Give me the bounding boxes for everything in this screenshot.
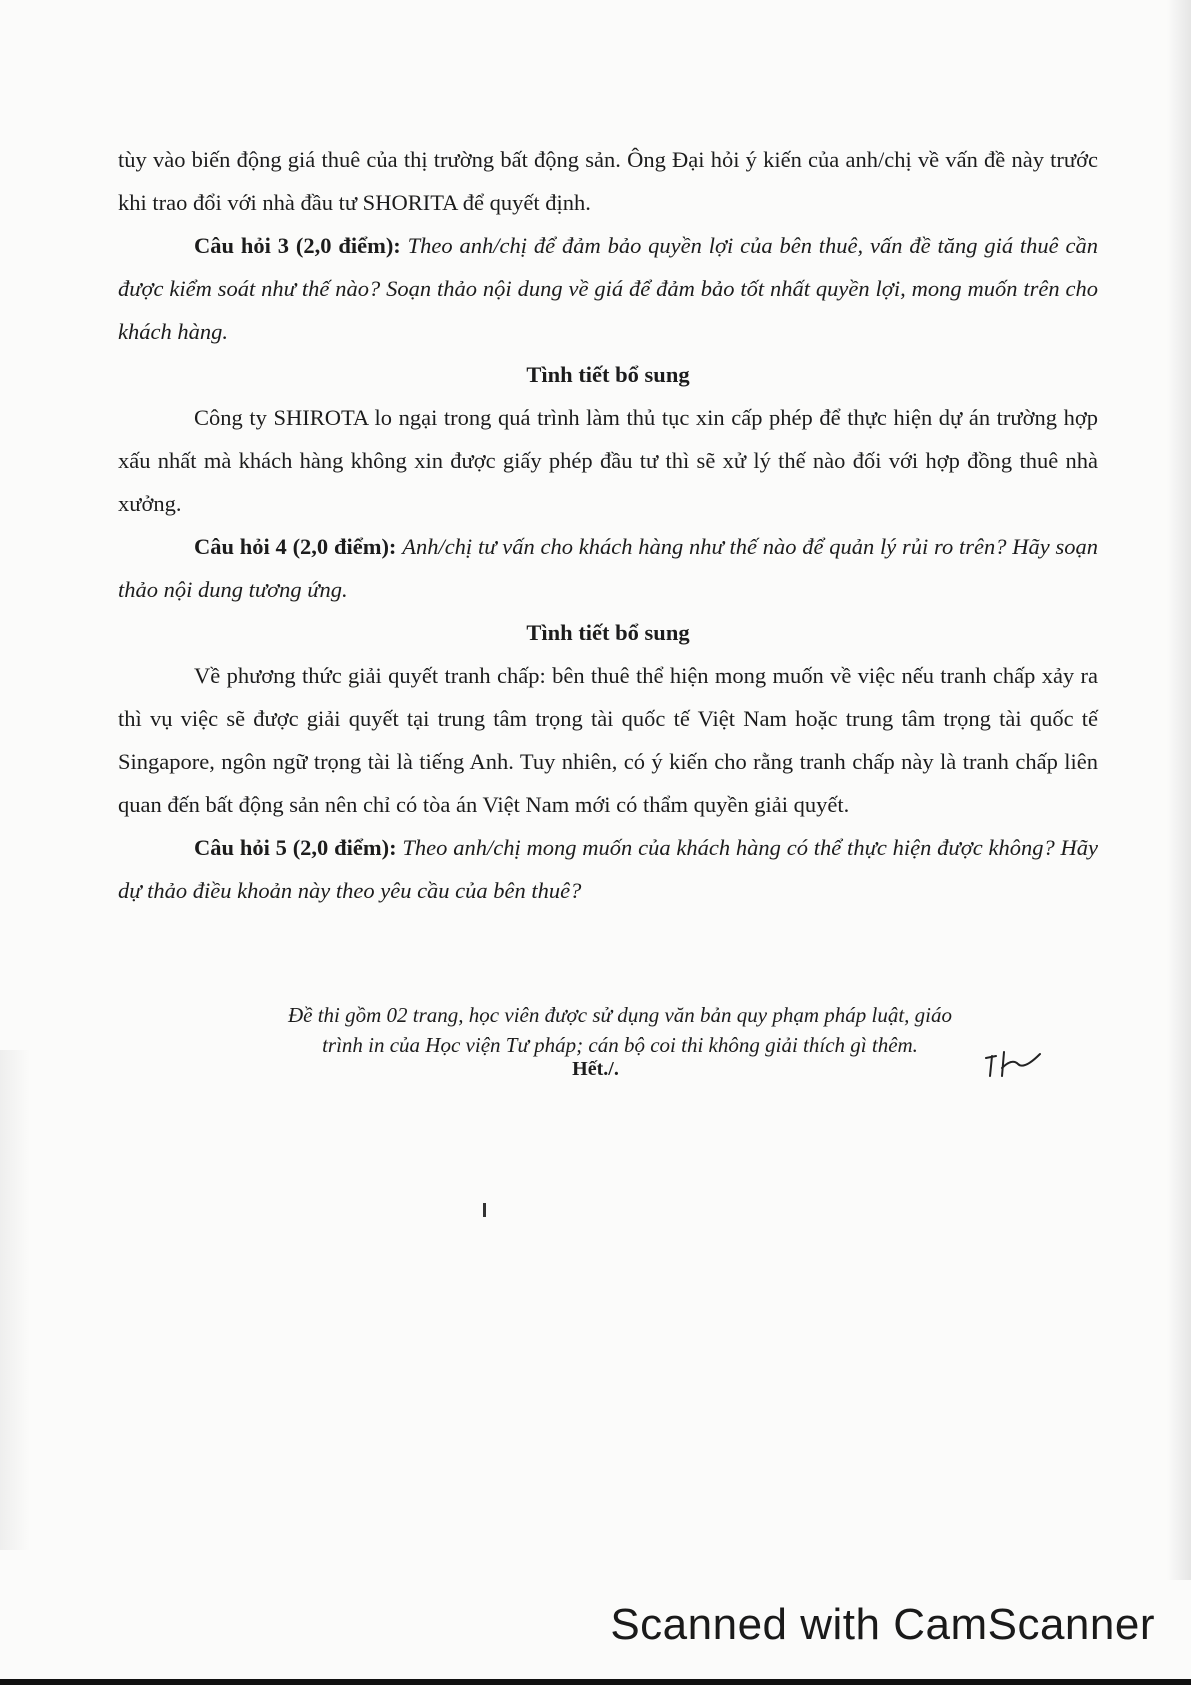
exam-footer-note [180,1000,1060,1060]
supplement-1-heading: Tình tiết bổ sung [526,362,690,387]
supplement-1-text: Công ty SHIROTA lo ngại trong quá trình làm thủ tục xin cấp phép để thực hiện dự án trường hợp xấu nhất mà khách hàng không xin được giấy phép đầu tư thì sẽ xử lý thế nào đối với hợp đồng thuê nhà xưởng. [118,405,1098,516]
stray-mark [483,1203,486,1217]
footer-line-1: Đề thi gồm 02 trang, học viên được sử dụng văn bản quy phạm pháp luật, giáo [287,1003,953,1027]
exam-body [118,138,1098,912]
end-mark: Hết./. [572,1058,619,1080]
question-4 [118,525,1098,611]
bottom-edge [0,1679,1191,1685]
scan-edge-shadow-left [0,1050,30,1550]
question-5-text: Theo anh/chị mong muốn của khách hàng có thể thực hiện được không? Hãy dự thảo điều khoản này theo yêu cầu của bên thuê? [118,835,1099,903]
supplement-2-heading: Tình tiết bổ sung [526,620,690,645]
supplement-2-text: Về phương thức giải quyết tranh chấp: bên thuê thể hiện mong muốn về việc nếu tranh chấp xảy ra thì vụ việc sẽ được giải quyết tại trung tâm trọng tài quốc tế Việt Nam hoặc trung tâm trọng tài quốc tế Singapore, ngôn ngữ trọng tài là tiếng Anh. Tuy nhiên, có ý kiến cho rằng tranh chấp này là tranh chấp liên quan đến bất động sản nên chỉ có tòa án Việt Nam mới có thẩm quyền giải quyết. [118,663,1098,817]
intro-paragraph: tùy vào biến động giá thuê của thị trường bất động sản. Ông Đại hỏi ý kiến của anh/chị về vấn đề này trước khi trao đổi với nhà đầu tư SHORITA để quyết định. [118,147,1098,215]
question-5-label: Câu hỏi 5 (2,0 điểm): [194,835,397,860]
question-5 [118,826,1098,912]
question-4-text: Anh/chị tư vấn cho khách hàng như thế nào để quản lý rủi ro trên? Hãy soạn thảo nội dung tương ứng. [118,534,1099,602]
question-3 [118,224,1098,353]
question-3-text: Theo anh/chị để đảm bảo quyền lợi của bên thuê, vấn đề tăng giá thuê cần được kiểm soát như thế nào? Soạn thảo nội dung về giá để đảm bảo tốt nhất quyền lợi, mong muốn trên cho khách hàng. [118,233,1099,344]
question-3-label: Câu hỏi 3 (2,0 điểm): [194,233,401,258]
footer-line-2: trình in của Học viện Tư pháp; cán bộ coi thi không giải thích gì thêm. [322,1033,918,1057]
question-4-label: Câu hỏi 4 (2,0 điểm): [194,534,397,559]
scan-edge-shadow [1167,0,1191,1580]
camscanner-watermark: Scanned with CamScanner [610,1600,1155,1649]
